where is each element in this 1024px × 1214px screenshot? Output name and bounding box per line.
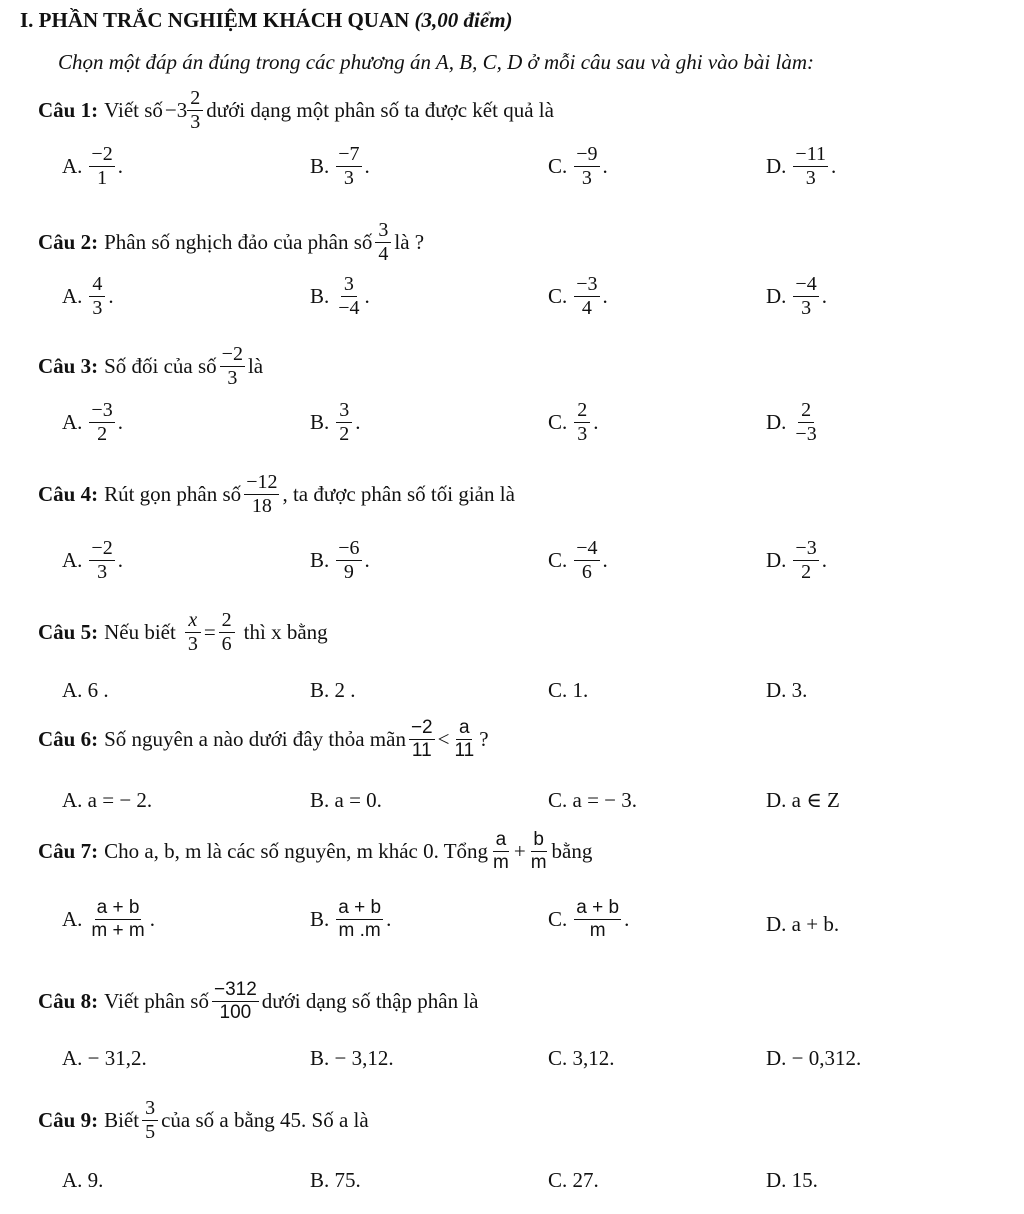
question-label: Câu 9: (38, 1108, 99, 1132)
q1-option-b[interactable]: B. $\frac{-7}{3}$ . (310, 143, 370, 189)
mixed-fraction: $\frac{2}{3}$ (187, 88, 203, 133)
section-title: I. PHẦN TRẮC NGHIỆM KHÁCH QUAN (20, 8, 410, 32)
question-fraction: $\frac{-312}{100}$ (213, 979, 257, 1023)
question-6 (38, 718, 489, 761)
question-label: Câu 3: (38, 354, 99, 378)
fraction-left: $\frac{-2}{11}$ (410, 717, 433, 761)
q5-option-b[interactable]: B. 2 . (310, 678, 356, 702)
q9-option-d[interactable]: D. 15. (766, 1168, 818, 1192)
question-3 (38, 344, 263, 389)
question-text-end: thì x bằng (243, 620, 328, 644)
question-label: Câu 8: (38, 988, 99, 1013)
q4-option-a[interactable]: A. $\frac{-2}{3}$ . (62, 537, 123, 583)
q6-option-d[interactable]: D. a ∈ Z (766, 788, 840, 812)
question-text: Rút gọn phân số (104, 482, 242, 506)
q4-option-c[interactable]: C. $\frac{-4}{6}$ . (548, 537, 608, 583)
question-7 (38, 830, 592, 873)
section-points: (3,00 điểm) (414, 8, 513, 32)
question-fraction: $\frac{-2}{3}$ (221, 343, 243, 389)
question-mark: ? (479, 726, 489, 751)
q3-option-b[interactable]: B. $\frac{3}{2}$ . (310, 399, 361, 445)
question-text-end: của số a bằng 45. Số a là (161, 1108, 369, 1132)
question-text-end: dưới dạng một phân số ta được kết quả là (206, 98, 554, 122)
question-fraction: $\frac{3}{4}$ (375, 220, 391, 265)
q8-option-c[interactable]: C. 3,12. (548, 1046, 615, 1070)
instruction-text: Chọn một đáp án đúng trong các phương án A, B, C, D ở mỗi câu sau và ghi vào bài làm: (58, 50, 814, 74)
question-text: Cho a, b, m là các số nguyên, m khác 0. Tổng (104, 838, 489, 863)
question-label: Câu 1: (38, 98, 99, 122)
q7-option-d[interactable]: D. a + b. (766, 912, 840, 936)
question-9 (38, 1098, 369, 1143)
q9-option-b[interactable]: B. 75. (310, 1168, 361, 1192)
question-text: Số đối của số (104, 354, 217, 378)
q3-option-c[interactable]: C. $\frac{2}{3}$ . (548, 399, 599, 445)
less-than-sign: < (437, 726, 450, 751)
q1-option-c[interactable]: C. $\frac{-9}{3}$ . (548, 143, 608, 189)
question-2 (38, 220, 424, 265)
question-1 (38, 88, 554, 133)
question-4 (38, 472, 515, 517)
question-label: Câu 7: (38, 838, 99, 863)
q1-option-d[interactable]: D. $\frac{-11}{3}$ . (766, 143, 837, 189)
q3-option-d[interactable]: D. $\frac{2}{-3}$ (766, 399, 817, 445)
plus-sign: + (513, 838, 526, 863)
q2-option-d[interactable]: D. $\frac{-4}{3}$ . (766, 273, 827, 319)
fraction-b-over-m: $\frac{b}{m}$ (530, 829, 547, 873)
fraction-x-over-3: $\frac{x}{3}$ (185, 610, 201, 655)
mixed-whole: −3 (164, 98, 188, 122)
equals-sign: = (203, 620, 216, 644)
question-text: Biết (104, 1108, 140, 1132)
q5-option-c[interactable]: C. 1. (548, 678, 589, 702)
q6-option-a[interactable]: A. a = − 2. (62, 788, 153, 812)
q7-option-a[interactable]: A. $\frac{a + b}{m + m}$ . (62, 897, 155, 941)
question-label: Câu 5: (38, 620, 99, 644)
q2-option-b[interactable]: B. $\frac{3}{-4}$ . (310, 273, 370, 319)
q4-option-b[interactable]: B. $\frac{-6}{9}$ . (310, 537, 370, 583)
question-fraction: $\frac{3}{5}$ (142, 1098, 158, 1143)
fraction-right: $\frac{a}{11}$ (454, 717, 475, 761)
q6-option-b[interactable]: B. a = 0. (310, 788, 382, 812)
q9-option-c[interactable]: C. 27. (548, 1168, 599, 1192)
q7-option-c[interactable]: C. $\frac{a + b}{m}$ . (548, 897, 630, 941)
q5-option-a[interactable]: A. 6 . (62, 678, 109, 702)
q4-option-d[interactable]: D. $\frac{-3}{2}$ . (766, 537, 827, 583)
fraction-a-over-m: $\frac{a}{m}$ (493, 829, 509, 873)
question-text: Viết phân số (104, 988, 209, 1013)
question-5 (38, 610, 328, 655)
q8-option-b[interactable]: B. − 3,12. (310, 1046, 394, 1070)
q5-option-d[interactable]: D. 3. (766, 678, 808, 702)
question-label: Câu 2: (38, 230, 99, 254)
question-text: Phân số nghịch đảo của phân số (104, 230, 373, 254)
question-text: Viết số (104, 98, 163, 122)
question-text: Số nguyên a nào dưới đây thỏa mãn (104, 726, 406, 751)
q2-option-c[interactable]: C. $\frac{-3}{4}$ . (548, 273, 608, 319)
question-text: Nếu biết (104, 620, 176, 644)
question-text-end: là (247, 354, 264, 378)
q1-option-a[interactable]: A. $\frac{-2}{1}$ . (62, 143, 123, 189)
q6-option-c[interactable]: C. a = − 3. (548, 788, 638, 812)
fraction-2-over-6: $\frac{2}{6}$ (219, 610, 235, 655)
q7-option-b[interactable]: B. $\frac{a + b}{m .m}$ . (310, 897, 392, 941)
q8-option-d[interactable]: D. − 0,312. (766, 1046, 862, 1070)
question-label: Câu 4: (38, 482, 99, 506)
question-fraction: $\frac{-12}{18}$ (246, 471, 278, 517)
question-text-end: dưới dạng số thập phân là (261, 988, 479, 1013)
question-text-end: bằng (551, 838, 593, 863)
question-text-end: là ? (394, 230, 425, 254)
q9-option-a[interactable]: A. 9. (62, 1168, 104, 1192)
question-label: Câu 6: (38, 726, 99, 751)
question-text-end: , ta được phân số tối giản là (282, 482, 515, 506)
q8-option-a[interactable]: A. − 31,2. (62, 1046, 147, 1070)
q2-option-a[interactable]: A. $\frac{4}{3}$ . (62, 273, 114, 319)
question-8 (38, 980, 478, 1023)
section-heading (20, 8, 513, 33)
q3-option-a[interactable]: A. $\frac{-3}{2}$ . (62, 399, 123, 445)
